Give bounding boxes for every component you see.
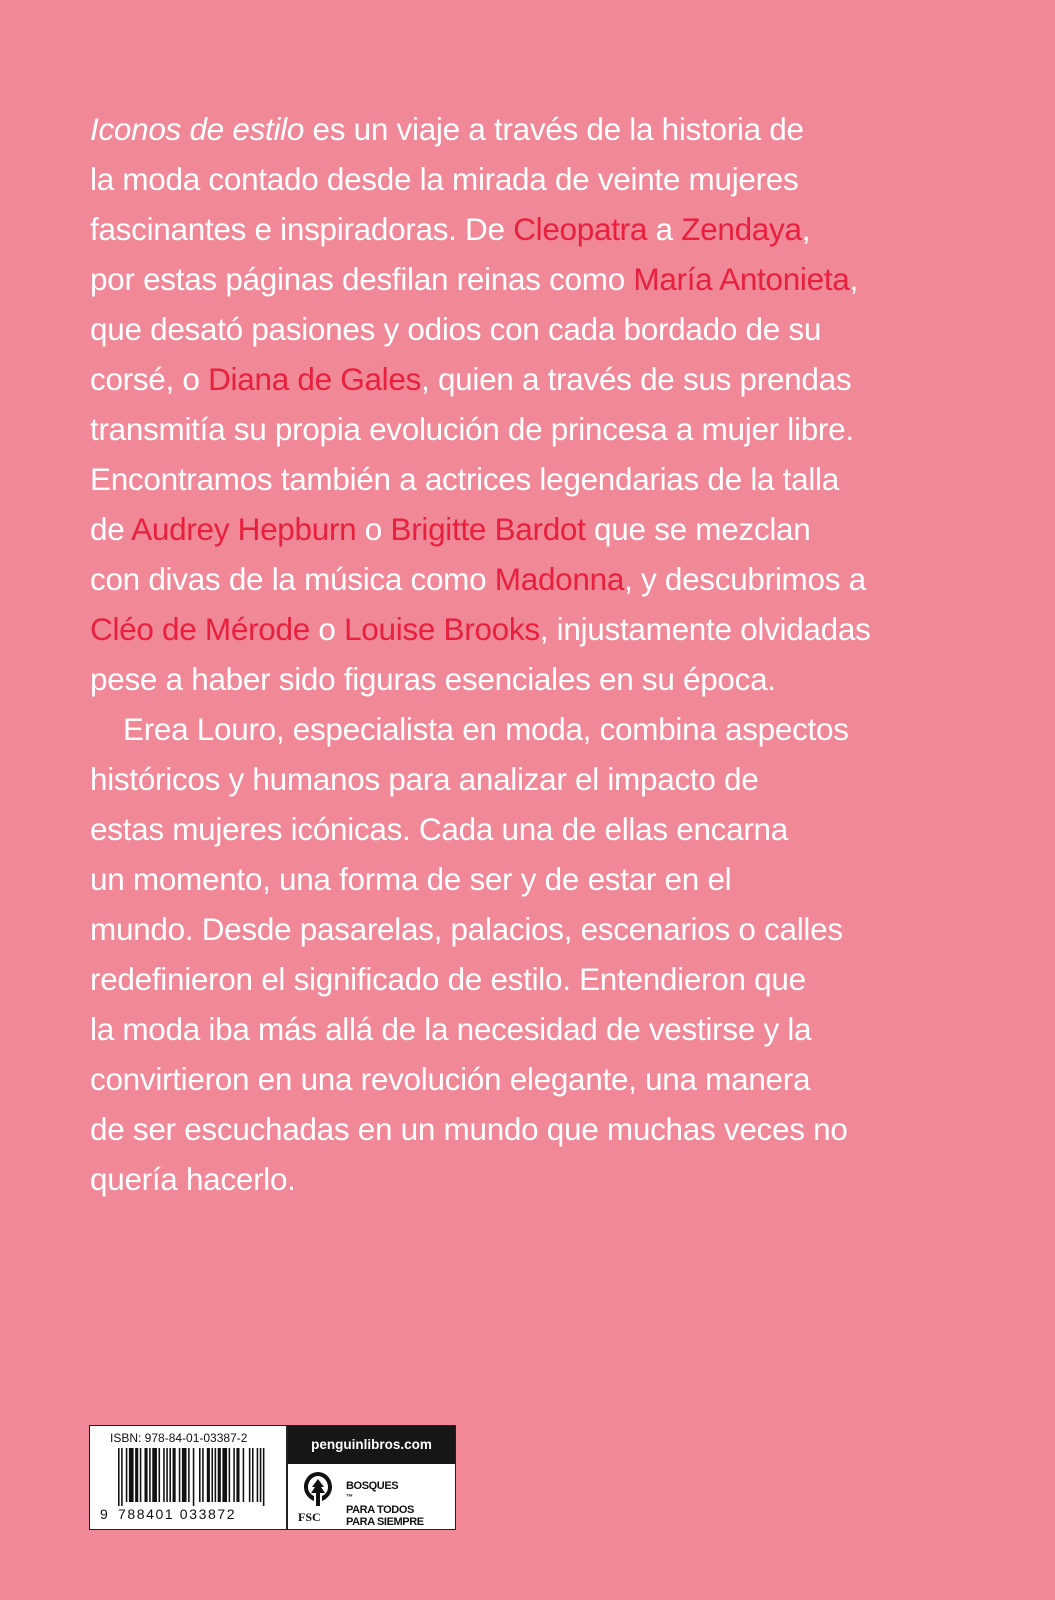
barcode-bar bbox=[149, 1448, 151, 1502]
barcode-bar bbox=[121, 1448, 123, 1506]
blurb-line: Iconos de estilo es un viaje a través de la historia de bbox=[90, 111, 804, 147]
blurb-line: Encontramos también a actrices legendarias de la talla bbox=[90, 461, 839, 497]
barcode-bars bbox=[118, 1448, 266, 1506]
blurb-line: que desató pasiones y odios con cada bordado de su bbox=[90, 311, 822, 347]
barcode-bar bbox=[129, 1448, 134, 1502]
isbn-number: ISBN: 978-84-01-03387-2 bbox=[110, 1431, 248, 1445]
publisher-url: penguinlibros.com bbox=[288, 1426, 455, 1464]
barcode-bar bbox=[193, 1448, 195, 1506]
publisher-box bbox=[287, 1425, 456, 1530]
blurb-line: mundo. Desde pasarelas, palacios, escenarios o calles bbox=[90, 911, 843, 947]
blurb-line: por estas páginas desfilan reinas como María Antonieta, bbox=[90, 261, 858, 297]
barcode-bar bbox=[236, 1448, 239, 1502]
barcode-bar bbox=[233, 1448, 235, 1502]
fsc-label: FSC bbox=[298, 1510, 321, 1524]
barcode-bar bbox=[126, 1448, 128, 1502]
barcode-bar bbox=[118, 1448, 120, 1506]
barcode-bar bbox=[257, 1448, 259, 1502]
book-title-italic: Iconos de estilo bbox=[90, 111, 305, 147]
blurb-line: la moda contado desde la mirada de veinte mujeres bbox=[90, 161, 799, 197]
barcode-bar bbox=[218, 1448, 221, 1502]
name-diana-de-gales: Diana de Gales bbox=[208, 361, 422, 397]
barcode-bar bbox=[163, 1448, 165, 1502]
name-cleopatra: Cleopatra bbox=[513, 211, 648, 247]
blurb-line: con divas de la música como Madonna, y descubrimos a bbox=[90, 561, 866, 597]
barcode-bar bbox=[202, 1448, 204, 1502]
isbn-barcode bbox=[89, 1425, 287, 1530]
blurb-line: la moda iba más allá de la necesidad de vestirse y la bbox=[90, 1011, 812, 1047]
blurb-line: convirtieron en una revolución elegante, una manera bbox=[90, 1061, 811, 1097]
barcode-bar bbox=[222, 1448, 227, 1502]
barcode-bar bbox=[207, 1448, 210, 1502]
blurb-line: fascinantes e inspiradoras. De Cleopatra a Zendaya, bbox=[90, 211, 811, 247]
name-brigitte-bardot: Brigitte Bardot bbox=[390, 511, 586, 547]
blurb-line: corsé, o Diana de Gales, quien a través de sus prendas bbox=[90, 361, 852, 397]
barcode-bar bbox=[135, 1448, 138, 1502]
barcode-digits: 788401 033872 bbox=[118, 1506, 237, 1522]
barcode-bar bbox=[140, 1448, 142, 1502]
blurb-line: transmitía su propia evolución de princesa a mujer libre. bbox=[90, 411, 854, 447]
name-louise-brooks: Louise Brooks bbox=[344, 611, 540, 647]
blurb-line: de ser escuchadas en un mundo que muchas veces no bbox=[90, 1111, 848, 1147]
barcode-bar bbox=[211, 1448, 213, 1502]
blurb-line: Cléo de Mérode o Louise Brooks, injustamente olvidadas bbox=[90, 611, 871, 647]
barcode-bar bbox=[263, 1448, 265, 1506]
blurb-line: un momento, una forma de ser y de estar en el bbox=[90, 861, 732, 897]
barcode-bar bbox=[199, 1448, 201, 1502]
barcode-bar bbox=[144, 1448, 147, 1502]
blurb-line: estas mujeres icónicas. Cada una de ellas encarna bbox=[90, 811, 788, 847]
barcode-bar bbox=[260, 1448, 262, 1502]
fsc-slogan: BOSQUES ™ PARA TODOS PARA SIEMPRE bbox=[346, 1480, 424, 1528]
name-zendaya: Zendaya bbox=[681, 211, 802, 247]
blurb-line: de Audrey Hepburn o Brigitte Bardot que se mezclan bbox=[90, 511, 811, 547]
name-cleo-de-merode: Cléo de Mérode bbox=[90, 611, 310, 647]
barcode-bar bbox=[179, 1448, 181, 1502]
barcode-bar bbox=[173, 1448, 176, 1502]
barcode-bar bbox=[215, 1448, 217, 1502]
name-audrey-hepburn: Audrey Hepburn bbox=[131, 511, 357, 547]
blurb-line: pese a haber sido figuras esenciales en su época. bbox=[90, 661, 776, 697]
barcode-bar bbox=[182, 1448, 187, 1502]
barcode-bar bbox=[188, 1448, 190, 1502]
name-madonna: Madonna bbox=[494, 561, 625, 597]
fsc-tree-icon bbox=[300, 1470, 336, 1510]
back-cover-blurb bbox=[90, 104, 920, 1204]
barcode-bar bbox=[252, 1448, 254, 1502]
barcode-bar bbox=[243, 1448, 245, 1502]
barcode-bar bbox=[166, 1448, 168, 1502]
fsc-certification bbox=[288, 1464, 455, 1529]
blurb-line: quería hacerlo. bbox=[90, 1161, 296, 1197]
barcode-first-digit: 9 bbox=[100, 1506, 108, 1522]
barcode-bar bbox=[229, 1448, 231, 1502]
barcode-bar bbox=[249, 1448, 251, 1502]
blurb-line: Erea Louro, especialista en moda, combina aspectos bbox=[123, 711, 849, 747]
blurb-line: redefinieron el significado de estilo. Entendieron que bbox=[90, 961, 806, 997]
name-maria-antonieta: María Antonieta bbox=[633, 261, 850, 297]
barcode-bar bbox=[169, 1448, 171, 1502]
blurb-line: históricos y humanos para analizar el impacto de bbox=[90, 761, 759, 797]
barcode-bar bbox=[159, 1448, 161, 1502]
barcode-bar bbox=[152, 1448, 157, 1502]
